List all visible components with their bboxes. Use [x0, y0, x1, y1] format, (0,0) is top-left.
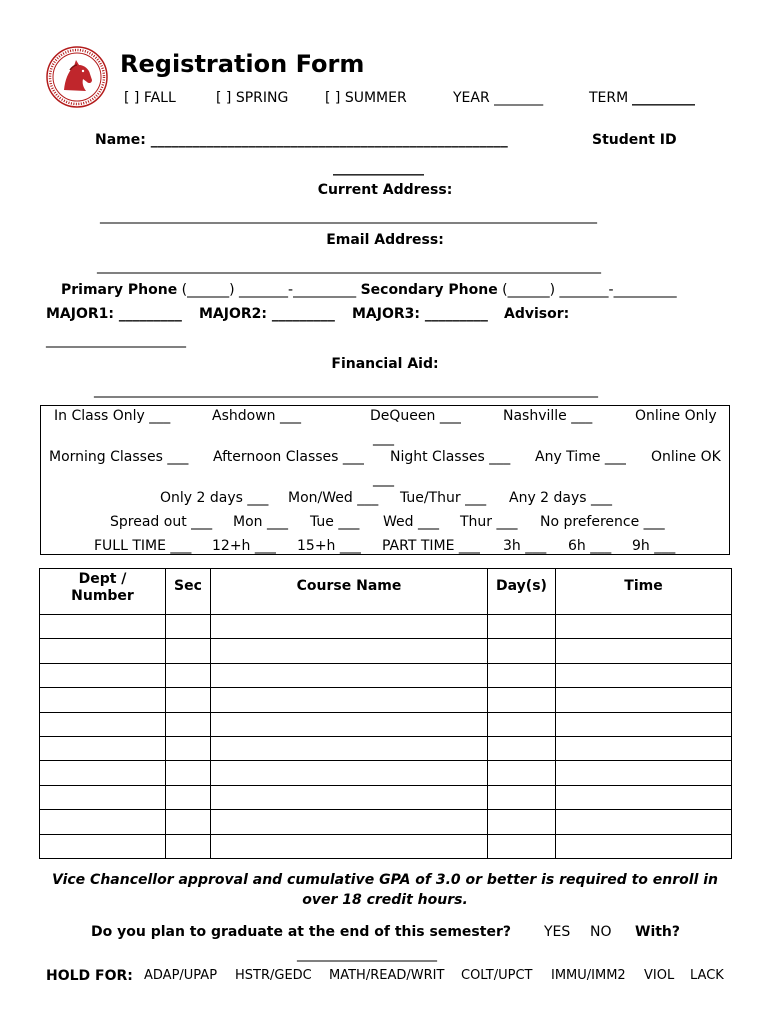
pref-wed[interactable]: Wed ___ — [383, 514, 439, 530]
pref-mon-wed[interactable]: Mon/Wed ___ — [288, 490, 379, 506]
time-cell[interactable] — [556, 761, 732, 785]
email-field[interactable]: ________________________________________________________________________ — [97, 258, 601, 274]
dept-number-cell[interactable] — [40, 712, 166, 736]
pref-night-classes[interactable]: Night Classes ___ — [390, 449, 511, 465]
days-cell[interactable] — [488, 615, 556, 639]
sec-cell[interactable] — [166, 834, 211, 858]
hold-colt-upct[interactable]: COLT/UPCT — [461, 968, 533, 983]
course-name-cell[interactable] — [211, 785, 488, 809]
pref-dequeen-blank-wrap: ___ — [373, 430, 394, 446]
time-cell[interactable] — [556, 688, 732, 712]
sec-cell[interactable] — [166, 615, 211, 639]
pref-tue-thur[interactable]: Tue/Thur ___ — [400, 490, 487, 506]
current-address-label: Current Address: — [317, 182, 453, 198]
col-days: Day(s) — [488, 569, 556, 615]
col-sec: Sec — [166, 569, 211, 615]
form-title: Registration Form — [120, 50, 365, 78]
col-time: Time — [556, 569, 732, 615]
course-table-body — [40, 615, 732, 859]
year-field[interactable]: YEAR _______ — [453, 90, 544, 106]
table-row — [40, 761, 732, 785]
pref-full-time[interactable]: FULL TIME ___ — [94, 538, 192, 554]
table-row — [40, 639, 732, 663]
major3-label: MAJOR3 — [352, 306, 415, 322]
hold-for-row — [46, 968, 133, 984]
term-field[interactable]: _________ — [632, 90, 695, 106]
pref-online-ok[interactable]: Online OK — [651, 449, 721, 465]
major1-field[interactable]: MAJOR1: _________ — [46, 306, 182, 322]
pref-spread-out[interactable]: Spread out ___ — [110, 514, 213, 530]
email-label: Email Address: — [326, 232, 444, 248]
college-logo — [46, 46, 108, 108]
financial-aid-field[interactable]: ________________________________________________________________________ — [94, 382, 598, 398]
table-row — [40, 663, 732, 687]
dept-number-cell[interactable] — [40, 639, 166, 663]
fall-checkbox[interactable]: [ ] FALL — [124, 90, 176, 106]
sec-cell[interactable] — [166, 712, 211, 736]
days-cell[interactable] — [488, 712, 556, 736]
secondary-phone-field[interactable]: (______) _______-_________ — [502, 282, 677, 298]
name-field[interactable]: Name: ___________________________________________________ — [95, 132, 508, 148]
pref-in-class-only[interactable]: In Class Only ___ — [54, 408, 171, 424]
pref-9h[interactable]: 9h ___ — [632, 538, 676, 554]
col-dept-number: Dept / Number — [40, 569, 166, 615]
dept-number-cell[interactable] — [40, 810, 166, 834]
time-cell[interactable] — [556, 663, 732, 687]
pref-only-2-days[interactable]: Only 2 days ___ — [160, 490, 269, 506]
address-field[interactable]: _______________________________________________________________________ — [100, 208, 597, 224]
dept-number-cell[interactable] — [40, 785, 166, 809]
summer-checkbox[interactable]: [ ] SUMMER — [325, 90, 407, 106]
graduate-with-label: With? — [635, 924, 681, 940]
course-name-cell[interactable] — [211, 688, 488, 712]
graduate-question: Do you plan to graduate at the end of this semester? — [91, 924, 511, 940]
table-row — [40, 688, 732, 712]
time-cell[interactable] — [556, 736, 732, 760]
sec-cell[interactable] — [166, 761, 211, 785]
graduate-with-field[interactable]: ____________________ — [297, 946, 437, 962]
pref-6h[interactable]: 6h ___ — [568, 538, 612, 554]
hold-lack[interactable]: LACK — [690, 968, 724, 983]
col-course-name: Course Name — [211, 569, 488, 615]
dept-number-cell[interactable] — [40, 736, 166, 760]
days-cell[interactable] — [488, 663, 556, 687]
table-row — [40, 810, 732, 834]
approval-note-line2: over 18 credit hours. — [302, 892, 468, 908]
sec-cell[interactable] — [166, 639, 211, 663]
hold-for-label: HOLD FOR: — [46, 968, 133, 984]
sec-cell[interactable] — [166, 688, 211, 712]
spring-checkbox[interactable]: [ ] SPRING — [216, 90, 289, 106]
pref-12h[interactable]: 12+h ___ — [212, 538, 276, 554]
approval-note-line1: Vice Chancellor approval and cumulative GPA of 3.0 or better is required to enroll in — [51, 872, 719, 888]
pref-afternoon-classes[interactable]: Afternoon Classes ___ — [213, 449, 364, 465]
pref-mon[interactable]: Mon ___ — [233, 514, 288, 530]
pref-nashville[interactable]: Nashville ___ — [503, 408, 593, 424]
pref-part-time[interactable]: PART TIME ___ — [382, 538, 480, 554]
hold-hstr-gedc[interactable]: HSTR/GEDC — [235, 968, 312, 983]
major3-row — [352, 306, 488, 322]
graduate-yes-option[interactable]: YES — [544, 924, 571, 940]
financial-aid-label: Financial Aid: — [331, 356, 439, 372]
course-name-cell[interactable] — [211, 761, 488, 785]
days-cell[interactable] — [488, 834, 556, 858]
time-cell[interactable] — [556, 834, 732, 858]
days-cell[interactable] — [488, 736, 556, 760]
pref-online-only[interactable]: Online Only — [635, 408, 717, 424]
sec-cell[interactable] — [166, 810, 211, 834]
pref-any-2-days[interactable]: Any 2 days ___ — [509, 490, 613, 506]
student-id-label: Student ID — [592, 132, 677, 148]
secondary-phone-label: Secondary Phone — [360, 282, 498, 298]
course-name-cell[interactable] — [211, 663, 488, 687]
course-name-cell[interactable] — [211, 639, 488, 663]
days-cell[interactable] — [488, 639, 556, 663]
table-row — [40, 785, 732, 809]
days-cell[interactable] — [488, 688, 556, 712]
table-row — [40, 736, 732, 760]
hold-math-read-writ[interactable]: MATH/READ/WRIT — [329, 968, 445, 983]
hold-adap-upap[interactable]: ADAP/UPAP — [144, 968, 218, 983]
days-cell[interactable] — [488, 761, 556, 785]
days-cell[interactable] — [488, 810, 556, 834]
primary-phone-field[interactable]: (______) _______-_________ — [181, 282, 357, 298]
student-id-field[interactable]: _____________ — [333, 160, 424, 176]
dept-number-cell[interactable] — [40, 688, 166, 712]
major2-field[interactable]: MAJOR2: _________ — [199, 306, 335, 322]
dept-number-cell[interactable] — [40, 663, 166, 687]
course-name-cell[interactable] — [211, 810, 488, 834]
pref-any-time[interactable]: Any Time ___ — [535, 449, 626, 465]
dept-number-cell[interactable] — [40, 834, 166, 858]
sec-cell[interactable] — [166, 785, 211, 809]
course-name-cell[interactable] — [211, 736, 488, 760]
sec-cell[interactable] — [166, 736, 211, 760]
course-table — [39, 568, 732, 859]
hold-viol[interactable]: VIOL — [644, 968, 675, 983]
table-row — [40, 615, 732, 639]
pref-3h[interactable]: 3h ___ — [503, 538, 547, 554]
time-cell[interactable] — [556, 615, 732, 639]
pref-no-preference[interactable]: No preference ___ — [540, 514, 665, 530]
time-cell[interactable] — [556, 810, 732, 834]
pref-ashdown[interactable]: Ashdown ___ — [212, 408, 301, 424]
course-name-cell[interactable] — [211, 615, 488, 639]
pref-morning-classes[interactable]: Morning Classes ___ — [49, 449, 189, 465]
primary-phone-label: Primary Phone — [61, 282, 178, 298]
sec-cell[interactable] — [166, 663, 211, 687]
pref-thur[interactable]: Thur ___ — [460, 514, 518, 530]
hold-immu-imm2[interactable]: IMMU/IMM2 — [551, 968, 626, 983]
table-row — [40, 712, 732, 736]
table-row — [40, 834, 732, 858]
primary-phone-row — [61, 282, 677, 298]
pref-15h[interactable]: 15+h ___ — [297, 538, 361, 554]
time-cell[interactable] — [556, 639, 732, 663]
advisor-field[interactable]: ____________________ — [46, 332, 186, 348]
dept-number-cell[interactable] — [40, 761, 166, 785]
time-cell[interactable] — [556, 712, 732, 736]
pref-tue[interactable]: Tue ___ — [310, 514, 360, 530]
advisor-label: Advisor: — [504, 306, 570, 322]
pref-night-blank-wrap: ___ — [373, 471, 394, 487]
dept-number-cell[interactable] — [40, 615, 166, 639]
horse-seal-icon — [46, 46, 108, 108]
days-cell[interactable] — [488, 785, 556, 809]
course-name-cell[interactable] — [211, 712, 488, 736]
table-header-row — [40, 569, 732, 615]
time-cell[interactable] — [556, 785, 732, 809]
pref-dequeen[interactable]: DeQueen ___ — [370, 408, 461, 424]
term-label: TERM — [589, 90, 629, 106]
graduate-no-option[interactable]: NO — [590, 924, 612, 940]
course-name-cell[interactable] — [211, 834, 488, 858]
major3-field[interactable]: : _________ — [414, 306, 488, 322]
